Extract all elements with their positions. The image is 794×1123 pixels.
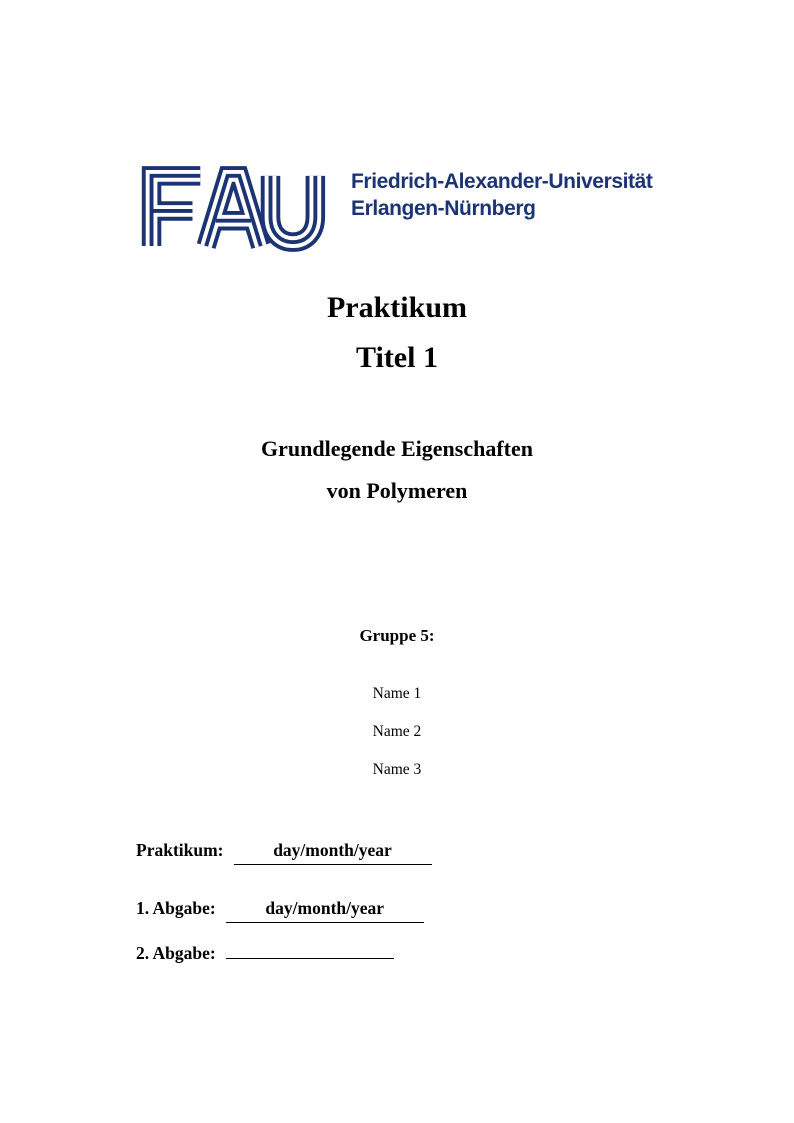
praktikum-date-field — [136, 840, 432, 865]
university-name-line2: Erlangen-Nürnberg — [351, 197, 536, 220]
date-fields — [136, 840, 432, 964]
title-block — [0, 283, 794, 383]
abgabe1-date-label: 1. Abgabe: — [136, 898, 216, 918]
title-line1: Praktikum — [326, 291, 467, 324]
title-line2: Titel 1 — [356, 341, 438, 374]
subtitle-line2: von Polymeren — [326, 478, 468, 503]
abgabe2-date-label: 2. Abgabe: — [136, 943, 216, 963]
group-member: Name 2 — [372, 723, 422, 740]
group-block — [0, 626, 794, 800]
abgabe2-date-blank — [226, 939, 394, 959]
abgabe1-date-field — [136, 898, 432, 923]
abgabe2-date-field — [136, 939, 432, 964]
group-member: Name 1 — [372, 685, 422, 702]
university-name-line1: Friedrich-Alexander-Universität — [351, 170, 653, 193]
abgabe1-date-blank: day/month/year — [226, 898, 424, 923]
fau-logo-icon — [134, 162, 329, 256]
university-wordmark — [351, 168, 653, 222]
group-label: Gruppe 5: — [359, 626, 435, 645]
subtitle-block — [0, 428, 794, 512]
praktikum-date-blank: day/month/year — [234, 840, 432, 865]
header-logo — [134, 162, 653, 256]
group-member: Name 3 — [372, 761, 422, 778]
praktikum-date-label: Praktikum: — [136, 840, 224, 860]
subtitle-line1: Grundlegende Eigenschaften — [261, 436, 533, 461]
